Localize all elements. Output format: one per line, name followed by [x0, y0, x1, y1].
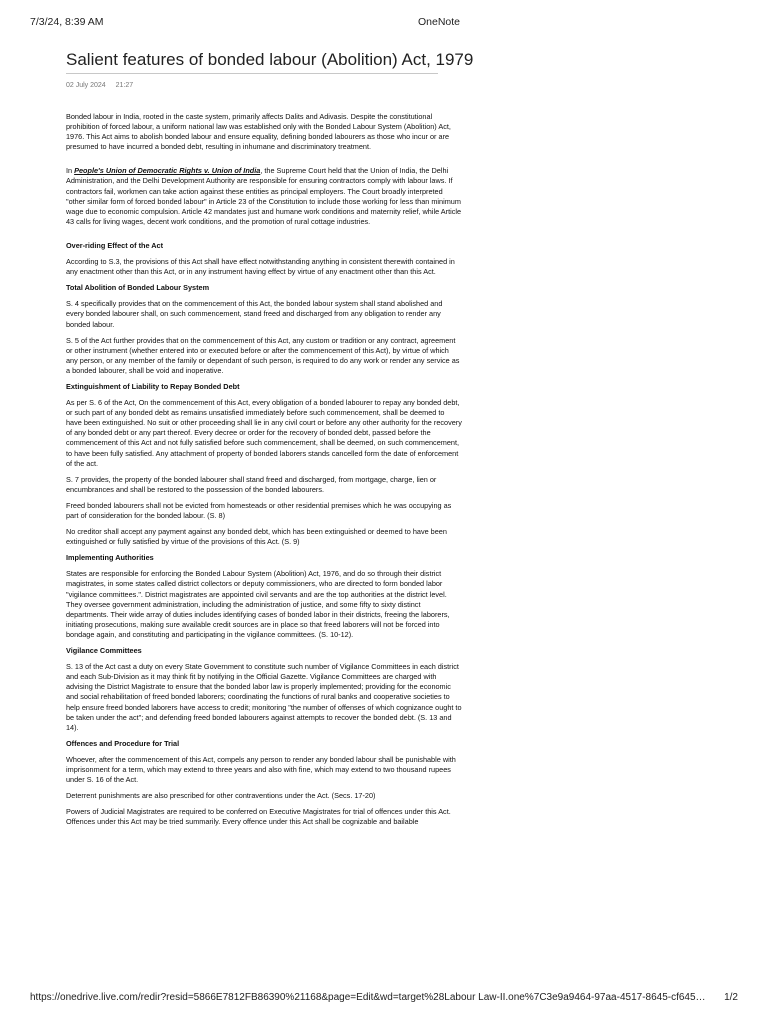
section-paragraph: As per S. 6 of the Act, On the commencement of this Act, every obligation of a bonded labourer to repay any bonded debt, or such part of any bonded debt as remains unsatisfied immediately before such commencement, shall be deemed to have been extinguished. No suit or other proceeding shall lie in any civil court or before any other authority for the recovery of any bonded debt or any part thereof. Every decree or order for the recovery of bonded debt, passed before the commencement of this Act and not fully satisfied before such commencement, shall be deemed, on such commencement, to have been fully satisfied. Any attachment of property of bonded laborers stands cancelled form the date of enforcement of the act.: [66, 398, 462, 468]
section-heading-overriding-effect: Over-riding Effect of the Act: [66, 240, 164, 250]
section-heading-implementing-authorities: Implementing Authorities: [66, 553, 154, 563]
case-name: People's Union of Democratic Rights v. Union of India: [74, 166, 261, 176]
section-paragraph: States are responsible for enforcing the Bonded Labour System (Abolition) Act, 1976, and do so through their district magistrates, in some states called district collectors or deputy commissioners, who are directed to form bonded labor "vigilance committees.". District magistrates are appointed civil servants and are the top authorities at the district level. They oversee government administration, including the administration of justice, and some fifty to sixty distinct departments. Their wide array of duties includes identifying cases of bonded labor in their districts, freeing the laborers, initiating prosecutions, making sure available credit sources are in place so that freed laborers will not be forced into bondage again, and constituting and participating in the vigilance committees. (S. 10-12).: [66, 569, 450, 639]
print-app-name: OneNote: [418, 16, 461, 28]
section-paragraph: Whoever, after the commencement of this Act, compels any person to render any bonded labour shall be punishable with imprisonment for a term, which may extend to three years and also with fine, which may extend to two thousand rupees under S. 16 of the Act.: [66, 754, 456, 785]
section-paragraph: S. 7 provides, the property of the bonded labourer shall stand freed and discharged, from mortgage, charge, lien or encumbrances and shall be restored to the possession of the bonded labourers.: [66, 474, 437, 494]
print-url: https://onedrive.live.com/redir?resid=5866E7812FB86390%21168&page=Edit&wd=target%28Labour Law-II.one%7C3e9a9464-97aa-4517-8645-cf645…: [30, 992, 706, 1003]
section-paragraph: S. 4 specifically provides that on the commencement of this Act, the bonded labour system shall stand abolished and every bonded labourer shall, on such commencement, stand freed and discharged from any obligation to render any bonded labour.: [66, 299, 443, 329]
print-datetime: 7/3/24, 8:39 AM: [30, 16, 104, 28]
section-paragraph: According to S.3, the provisions of this Act shall have effect notwithstanding anything in consistent therewith contained in any enactment other than this Act, or in any instrument having effect by virtue of any enactment other than this Act.: [66, 257, 455, 277]
section-paragraph: Powers of Judicial Magistrates are required to be conferred on Executive Magistrates for trial of offences under this Act. Offences under this Act may be tried summarily. Every offence under this Act shall be cognizable and bailable: [66, 807, 451, 827]
page-time: 21:27: [115, 82, 134, 89]
intro-paragraph: Bonded labour in India, rooted in the caste system, primarily affects Dalits and Adivasis. Despite the constitutional prohibition of forced labour, a uniform national law was established only with the Bonded Labour System (Abolition) Act, 1976. This Act aims to abolish bonded labour and ensure equality, defining bonded labourers as those who incur or are presumed to have incurred a bonded debt, resulting in inhumane and discriminatory treatment.: [66, 112, 451, 152]
section-heading-vigilance-committees: Vigilance Committees: [66, 646, 142, 656]
page-meta: [66, 82, 133, 89]
page-title[interactable]: Salient features of bonded labour (Abolition) Act, 1979: [66, 50, 438, 74]
section-paragraph: Deterrent punishments are also prescribed for other contraventions under the Act. (Secs. 17-20): [66, 791, 376, 801]
case-body: , the Supreme Court held that the Union of India, the Delhi Administration, and the Delhi Development Authority are responsible for ensuring contractors comply with labour laws. If contractors fail, workmen can take action against these entities as principal employers. The Court broadly interpreted "other similar form of forced bonded labour" in Article 23 of the Constitution to include those working for less than minimum wage due to economic compulsion. Article 42 mandates just and humane work conditions and maternity relief, while Article 43 calls for living wages, decent work conditions, and the promotion of rural cottage industries.: [66, 166, 462, 226]
print-page-number: 1/2: [724, 992, 738, 1003]
print-header: [30, 16, 738, 32]
section-paragraph: Freed bonded labourers shall not be evicted from homesteads or other residential premises which he was occupying as part of consideration for the bonded labour. (S. 8): [66, 500, 452, 520]
page-date: 02 July 2024: [66, 82, 106, 89]
section-paragraph: S. 13 of the Act cast a duty on every State Government to constitute such number of Vigilance Committees in each district and each Sub-Division as it may think fit by notifying in the Official Gazette. Vigilance Committees are charged with advising the District Magistrate to ensure that the bonded labor law is properly implemented; providing for the economic and social rehabilitation of freed bonded laborers; coordinating the functions of rural banks and cooperative societies to help ensure freed bonded laborers have access to credit; monitoring "the number of offenses of which cognizance ought to be taken under the act"; and defending freed bonded labourers against attempts to recover the bonded debt. (S. 13 and 14).: [66, 662, 462, 732]
print-footer: [30, 992, 738, 1006]
section-heading-total-abolition: Total Abolition of Bonded Labour System: [66, 283, 210, 293]
case-prefix: In: [66, 166, 75, 176]
section-paragraph: No creditor shall accept any payment against any bonded debt, which has been extinguished or deemed to have been extinguished or fully satisfied by virtue of the provisions of this Act. (S. 9): [66, 527, 447, 547]
note-content[interactable]: [66, 112, 462, 833]
case-paragraph: [66, 166, 462, 227]
section-heading-offences: Offences and Procedure for Trial: [66, 738, 180, 748]
section-heading-extinguishment: Extinguishment of Liability to Repay Bonded Debt: [66, 381, 240, 391]
section-paragraph: S. 5 of the Act further provides that on the commencement of this Act, any custom or tradition or any contract, agreement or other instrument (whether entered into or executed before or after the commencement of this Act), by virtue of which any person, or any member of the family or dependant of such person, is required to do any work or render any service as a bonded labourer, shall be void and inoperative.: [66, 335, 460, 375]
